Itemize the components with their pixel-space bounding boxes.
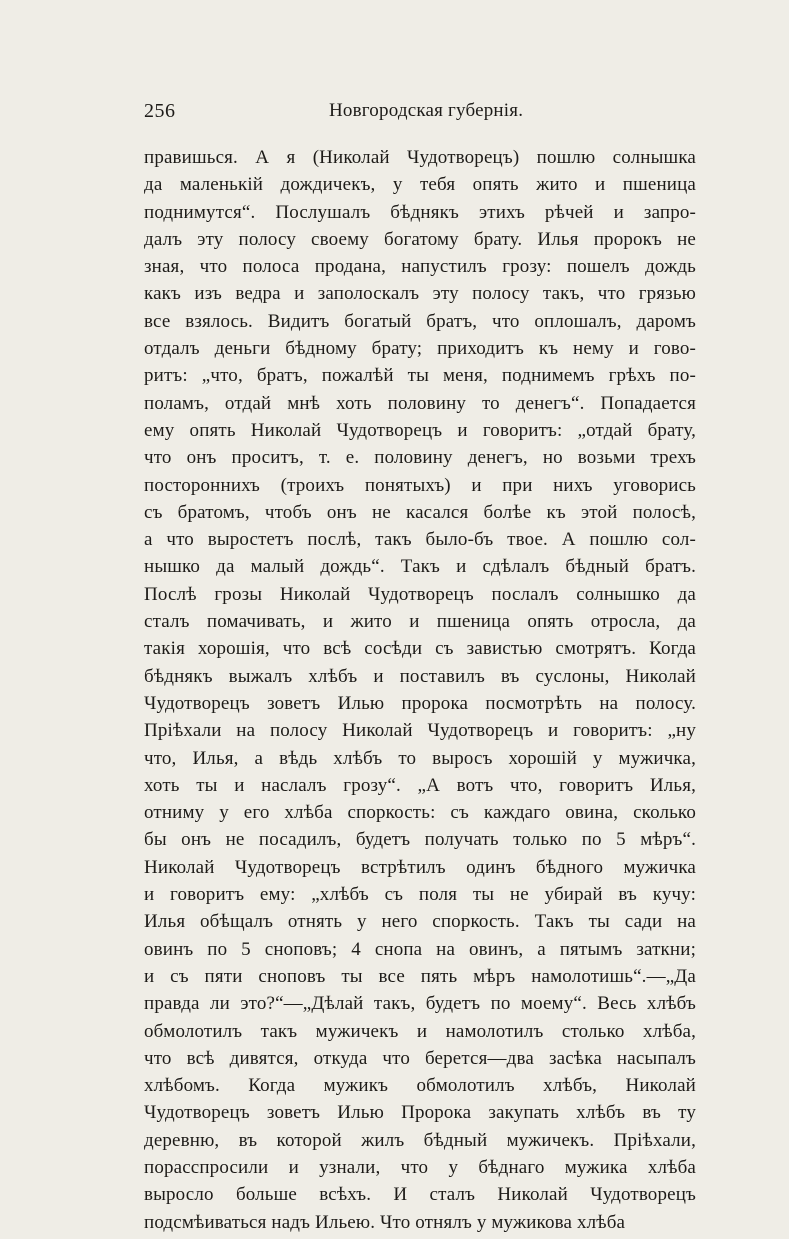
text-line: Чудотворецъ зоветъ Илью Пророка закупать хлѣбъ въ ту [144, 1102, 696, 1124]
running-title: Новгородская губернія. [329, 100, 524, 121]
text-line: подсмѣиваться надъ Ильею. Что отнялъ у мужикова хлѣба [144, 1211, 626, 1233]
text-line: постороннихъ (троихъ понятыхъ) и при нихъ уговорись [144, 474, 696, 496]
text-line: отниму у его хлѣба споркость: съ каждаго овина, сколько [144, 802, 696, 824]
text-line: Николай Чудотворецъ встрѣтилъ одинъ бѣдного мужичка [144, 856, 696, 878]
text-line: деревню, въ которой жилъ бѣдный мужичекъ. Пріѣхали, [144, 1129, 696, 1151]
text-line: далъ эту полосу своему богатому брату. Илья пророкъ не [144, 228, 696, 250]
text-line: поламъ, отдай мнѣ хоть половину то денегъ“. Попадается [144, 392, 696, 414]
text-line: обмолотилъ такъ мужичекъ и намолотилъ столько хлѣба, [144, 1020, 696, 1042]
text-line: Послѣ грозы Николай Чудотворецъ послалъ солнышко да [144, 583, 696, 605]
text-line: все взялось. Видитъ богатый братъ, что оплошалъ, даромъ [144, 310, 696, 332]
text-line: и съ пяти сноповъ ты все пять мѣръ намолотишь“.—„Да [144, 965, 696, 987]
text-line: что, Илья, а вѣдь хлѣбъ то выросъ хорошій у мужичка, [144, 747, 696, 769]
text-line: бы онъ не посадилъ, будетъ получать только по 5 мѣръ“. [144, 829, 696, 851]
text-line: хлѣбомъ. Когда мужикъ обмолотилъ хлѣбъ, Николай [144, 1075, 696, 1097]
text-line: Чудотворецъ зоветъ Илью пророка посмотрѣть на полосу. [144, 692, 696, 714]
text-line: Пріѣхали на полосу Николай Чудотворецъ и говоритъ: „ну [144, 720, 696, 742]
text-line: бѣднякъ выжалъ хлѣбъ и поставилъ въ суслоны, Николай [144, 665, 696, 687]
text-line: такія хорошія, что всѣ сосѣди съ завистью смотрятъ. Когда [144, 638, 696, 660]
text-line: правда ли это?“—„Дѣлай такъ, будетъ по моему“. Весь хлѣбъ [144, 993, 696, 1015]
page-number: 256 [144, 100, 176, 122]
text-line: что онъ проситъ, т. е. половину денегъ, но возьми трехъ [144, 447, 696, 469]
text-line: правишься. А я (Николай Чудотворецъ) пошлю солнышка [144, 147, 696, 168]
text-line: да маленькій дождичекъ, у тебя опять жито и пшеница [144, 174, 696, 196]
text-line: Илья обѣщалъ отнять у него споркость. Такъ ты сади на [144, 911, 696, 933]
text-line: овинъ по 5 сноповъ; 4 снопа на овинъ, а пятымъ заткни; [144, 938, 696, 960]
text-line: порасспросили и узнали, что у бѣднаго мужика хлѣба [144, 1156, 696, 1178]
text-line: зная, что полоса продана, напустилъ грозу: пошелъ дождь [144, 256, 696, 278]
text-line: выросло больше всѣхъ. И сталъ Николай Чудотворецъ [144, 1184, 696, 1206]
text-line: нышко да малый дождь“. Такъ и сдѣлалъ бѣдный братъ. [144, 556, 696, 578]
text-line: ему опять Николай Чудотворецъ и говоритъ: „отдай брату, [144, 419, 696, 441]
text-line: и говоритъ ему: „хлѣбъ съ поля ты не убирай въ кучу: [144, 884, 696, 906]
text-line: что всѣ дивятся, откуда что берется—два засѣка насыпалъ [144, 1047, 696, 1069]
page-header [144, 100, 664, 128]
text-line: сталъ помачивать, и жито и пшеница опять отросла, да [144, 611, 696, 633]
text-line: хоть ты и наслалъ грозу“. „А вотъ что, говоритъ Илья, [144, 774, 696, 796]
text-line: какъ изъ ведра и заполоскалъ эту полосу такъ, что грязью [144, 283, 696, 305]
text-line: поднимутся“. Послушалъ бѣднякъ этихъ рѣчей и запро- [144, 201, 696, 223]
body-text [144, 144, 696, 1236]
text-line: отдалъ деньги бѣдному брату; приходитъ къ нему и гово- [144, 338, 696, 360]
text-line: ритъ: „что, братъ, пожалѣй ты меня, поднимемъ грѣхъ по- [144, 365, 696, 387]
text-line: а что выростетъ послѣ, такъ было-бъ твое. А пошлю сол- [144, 529, 696, 551]
text-line: съ братомъ, чтобъ онъ не касался болѣе къ этой полосѣ, [144, 501, 696, 523]
